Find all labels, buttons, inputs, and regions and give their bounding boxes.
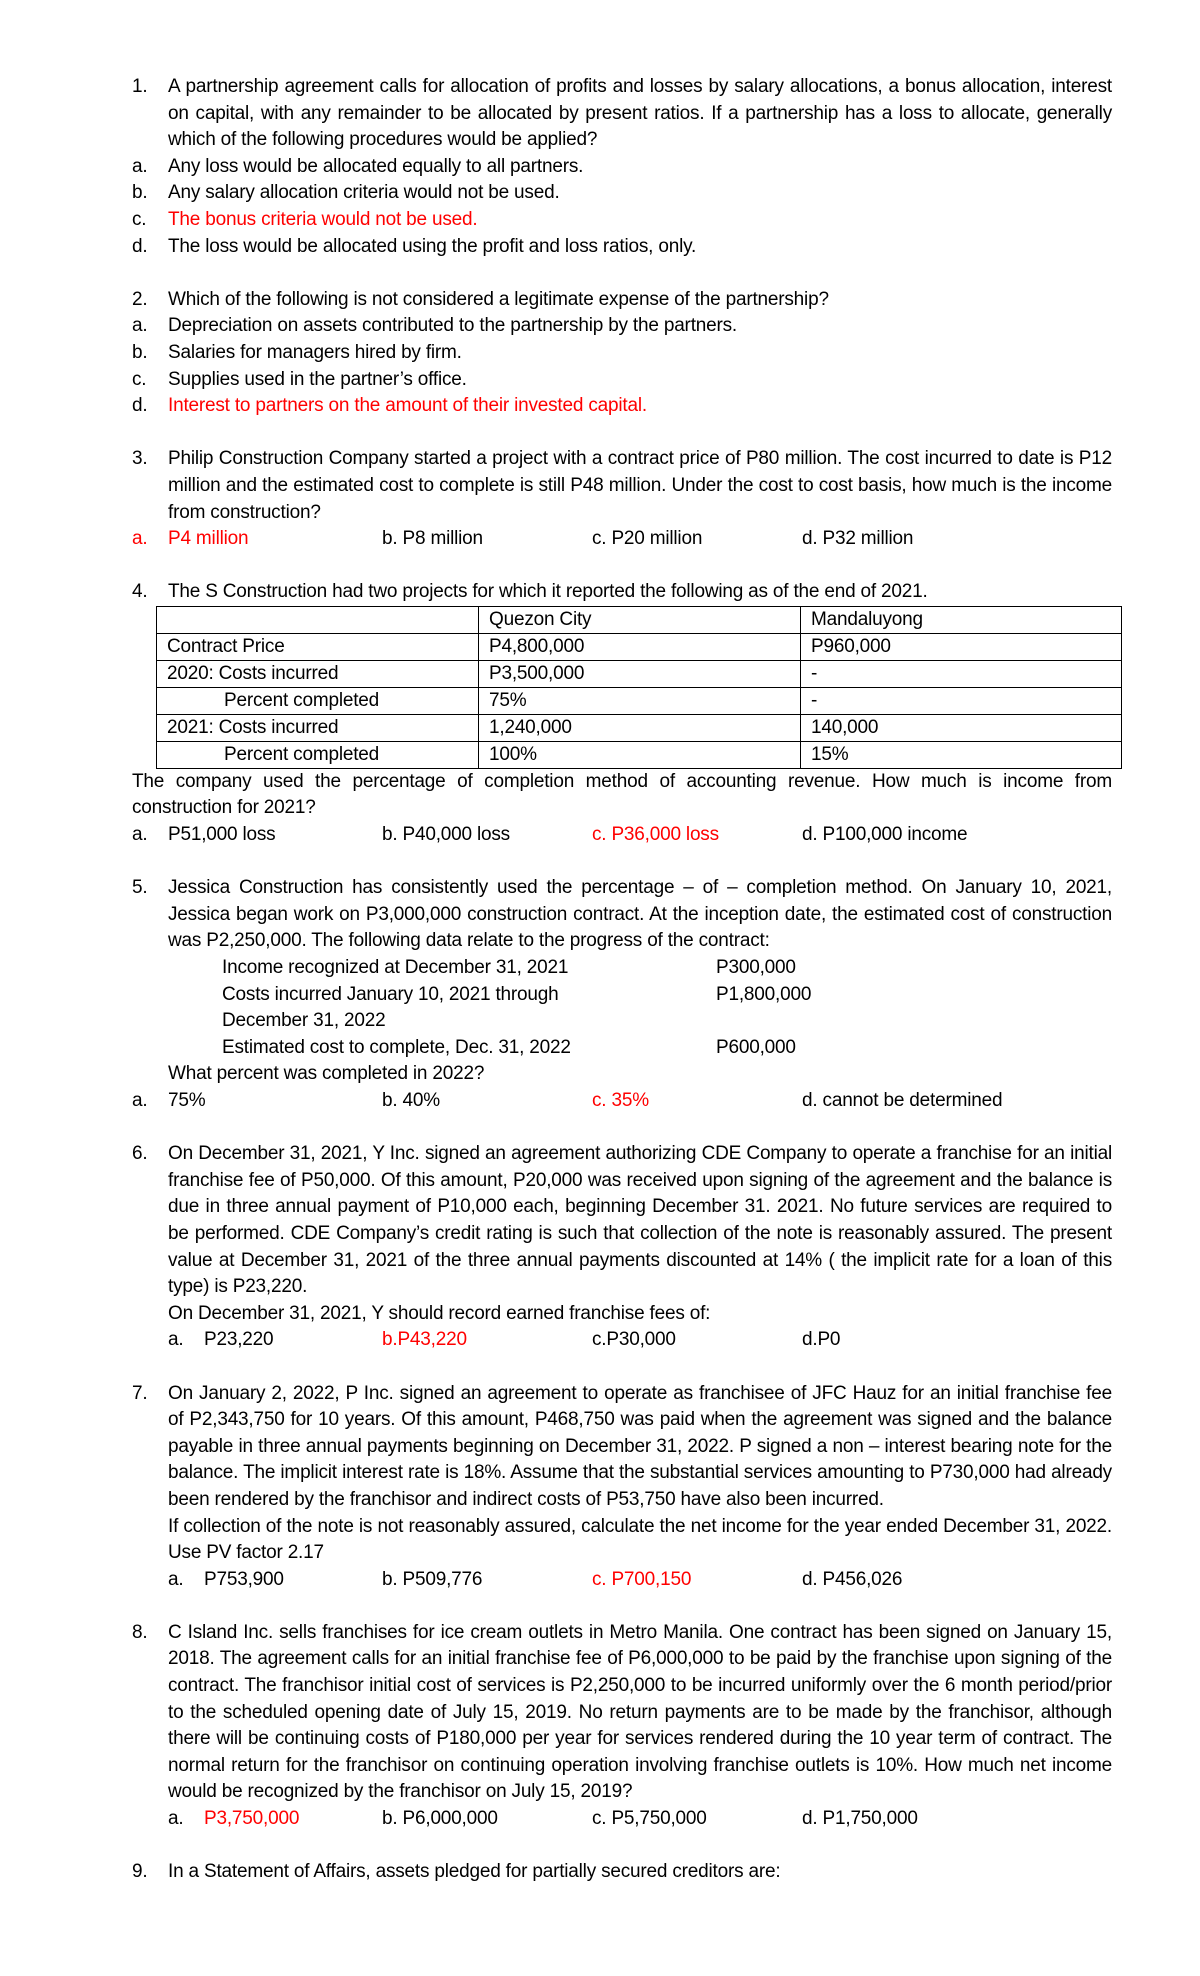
data-value: P1,800,000 bbox=[716, 983, 812, 1005]
option-text: Salaries for managers hired by firm. bbox=[168, 341, 462, 363]
option-b-answer[interactable]: b.P43,220 bbox=[382, 1329, 467, 1351]
data-value: P600,000 bbox=[716, 1036, 796, 1058]
table-cell: 140,000 bbox=[801, 714, 1122, 741]
options-row bbox=[132, 1806, 1112, 1833]
option-a[interactable]: P51,000 loss bbox=[168, 824, 276, 846]
spacer bbox=[132, 1593, 1112, 1620]
option-a[interactable] bbox=[132, 313, 1112, 340]
option-b[interactable]: b. P6,000,000 bbox=[382, 1808, 498, 1830]
question-number: 6. bbox=[132, 1143, 148, 1165]
options-row bbox=[132, 1327, 1112, 1354]
spacer bbox=[132, 1115, 1112, 1142]
option-d[interactable]: d. cannot be determined bbox=[802, 1090, 1003, 1111]
option-d[interactable]: d.P0 bbox=[802, 1329, 841, 1351]
options-row bbox=[132, 1567, 1112, 1594]
table-row bbox=[157, 741, 1122, 768]
option-label: d. bbox=[132, 395, 148, 417]
option-b[interactable]: b. P8 million bbox=[382, 528, 483, 550]
table-cell: 2021: Costs incurred bbox=[157, 714, 479, 741]
option-d[interactable]: d. P32 million bbox=[802, 528, 914, 550]
option-a-answer[interactable]: P3,750,000 bbox=[204, 1808, 300, 1830]
table-cell: P3,500,000 bbox=[479, 660, 801, 687]
spacer bbox=[132, 1833, 1112, 1860]
question-number: 2. bbox=[132, 288, 148, 310]
table-cell: - bbox=[801, 660, 1122, 687]
option-d[interactable]: d. P1,750,000 bbox=[802, 1808, 918, 1830]
option-a-label[interactable]: a. bbox=[132, 824, 148, 846]
option-b[interactable]: b. 40% bbox=[382, 1090, 440, 1111]
option-a-label[interactable]: a. bbox=[132, 1090, 148, 1111]
option-c-answer[interactable]: c. 35% bbox=[592, 1090, 649, 1111]
option-c-answer[interactable]: c. P700,150 bbox=[592, 1568, 692, 1590]
option-label: b. bbox=[132, 182, 148, 204]
options-row bbox=[132, 526, 1112, 553]
question-prompt: On December 31, 2021, Y should record earned franchise fees of: bbox=[168, 1302, 711, 1324]
option-label: c. bbox=[132, 208, 147, 230]
option-a-label[interactable]: a. bbox=[132, 528, 148, 550]
option-d-answer[interactable] bbox=[132, 393, 1112, 420]
option-a[interactable] bbox=[132, 154, 1112, 181]
option-c[interactable]: c. P20 million bbox=[592, 528, 703, 550]
question-6 bbox=[132, 1141, 1112, 1354]
question-prompt: If collection of the note is not reasonably assured, calculate the net income for the year ended December 31, 2022. Use PV factor 2.17 bbox=[168, 1515, 1112, 1564]
table-row bbox=[157, 687, 1122, 714]
option-a-label[interactable]: a. bbox=[168, 1808, 184, 1830]
table-header-row bbox=[157, 606, 1122, 633]
option-a-label[interactable]: a. bbox=[168, 1329, 184, 1351]
option-a[interactable]: P753,900 bbox=[204, 1568, 284, 1590]
option-text: The loss would be allocated using the profit and loss ratios, only. bbox=[168, 235, 697, 257]
question-prompt: What percent was completed in 2022? bbox=[168, 1063, 485, 1085]
spacer bbox=[132, 553, 1112, 580]
data-value: P300,000 bbox=[716, 957, 796, 979]
table-cell: P960,000 bbox=[801, 633, 1122, 660]
option-label: a. bbox=[132, 315, 148, 337]
data-label: Income recognized at December 31, 2021 bbox=[222, 957, 569, 979]
option-text: Depreciation on assets contributed to the partnership by the partners. bbox=[168, 315, 738, 337]
options-row bbox=[132, 822, 1112, 849]
table-cell: 100% bbox=[479, 741, 801, 768]
question-number: 3. bbox=[132, 448, 148, 470]
spacer bbox=[132, 1354, 1112, 1381]
table-cell: P4,800,000 bbox=[479, 633, 801, 660]
table-header-cell: Mandaluyong bbox=[801, 606, 1122, 633]
option-label: d. bbox=[132, 235, 148, 257]
table-header-cell: Quezon City bbox=[479, 606, 801, 633]
table-cell: Contract Price bbox=[157, 633, 479, 660]
option-d[interactable] bbox=[132, 234, 1112, 261]
data-label: Costs incurred January 10, 2021 through bbox=[222, 983, 559, 1005]
table-cell: 15% bbox=[801, 741, 1122, 768]
spacer bbox=[132, 420, 1112, 447]
question-7 bbox=[132, 1381, 1112, 1594]
table-cell: - bbox=[801, 687, 1122, 714]
question-4 bbox=[132, 579, 1112, 848]
option-text: Interest to partners on the amount of their invested capital. bbox=[168, 395, 647, 417]
question-number: 4. bbox=[132, 581, 148, 603]
question-number: 7. bbox=[132, 1382, 148, 1404]
question-followup: The company used the percentage of completion method of accounting revenue. How much is income from construction for 2021? bbox=[132, 770, 1112, 819]
option-c[interactable]: c.P30,000 bbox=[592, 1329, 676, 1351]
option-c[interactable]: c. P5,750,000 bbox=[592, 1808, 707, 1830]
option-b[interactable]: b. P509,776 bbox=[382, 1568, 483, 1590]
option-c-answer[interactable]: c. P36,000 loss bbox=[592, 824, 719, 846]
data-label: Estimated cost to complete, Dec. 31, 2022 bbox=[222, 1036, 571, 1058]
question-1 bbox=[132, 74, 1112, 260]
question-5 bbox=[132, 875, 1112, 1114]
option-b[interactable] bbox=[132, 180, 1112, 207]
table-row bbox=[157, 633, 1122, 660]
table-cell: Percent completed bbox=[157, 741, 479, 768]
question-text: On December 31, 2021, Y Inc. signed an agreement authorizing CDE Company to operate a franchise for an initial franchise fee of P50,000. Of this amount, P20,000 was received upon signing of the agreement and the balance is due in three annual payment of P10,000 each, beginning December 31. 2021. No future services are required to be performed. CDE Company’s credit rating is such that collection of the note is reasonably assured. The present value at December 31, 2021 of the three annual payments discounted at 14% ( the implicit rate for a loan of this type) is P23,220. bbox=[168, 1143, 1112, 1298]
question-number: 1. bbox=[132, 76, 148, 97]
option-a[interactable]: P23,220 bbox=[204, 1329, 274, 1351]
data-label: December 31, 2022 bbox=[222, 1010, 386, 1032]
question-9 bbox=[132, 1859, 1112, 1886]
projects-table bbox=[156, 606, 1122, 769]
question-number: 8. bbox=[132, 1621, 148, 1643]
option-text: Supplies used in the partner’s office. bbox=[168, 368, 467, 390]
option-label: a. bbox=[132, 155, 148, 177]
question-number: 5. bbox=[132, 877, 148, 899]
question-text: On January 2, 2022, P Inc. signed an agreement to operate as franchisee of JFC Hauz for an initial franchise fee of P2,343,750 for 10 years. Of this amount, P468,750 was paid when the agreement was signed and the balance payable in three annual payments beginning on December 31, 2022. P signed a non – interest bearing note for the balance. The implicit interest rate is 18%. Assume that the substantial services amounting to P730,000 had already been rendered by the franchisor and indirect costs of P53,750 have also been incurred. bbox=[168, 1382, 1112, 1510]
table-cell: Percent completed bbox=[157, 687, 479, 714]
question-2 bbox=[132, 287, 1112, 420]
table-row bbox=[157, 714, 1122, 741]
option-label: b. bbox=[132, 341, 148, 363]
question-text: Jessica Construction has consistently used the percentage – of – completion method. On January 10, 2021, Jessica began work on P3,000,000 construction contract. At the inception date, the estimated cost of construction was P2,250,000. The following data relate to the progress of the contract: bbox=[168, 877, 1112, 952]
question-text: In a Statement of Affairs, assets pledged for partially secured creditors are: bbox=[168, 1861, 781, 1883]
option-c[interactable] bbox=[132, 367, 1112, 394]
option-a-answer[interactable]: P4 million bbox=[168, 528, 249, 550]
option-c-answer[interactable] bbox=[132, 207, 1112, 234]
document-page bbox=[132, 74, 1112, 1886]
option-label: c. bbox=[132, 368, 147, 390]
table-cell: 75% bbox=[479, 687, 801, 714]
option-b[interactable]: b. P40,000 loss bbox=[382, 824, 510, 846]
options-row bbox=[132, 1088, 1112, 1115]
option-a-label[interactable]: a. bbox=[168, 1568, 184, 1590]
question-text: A partnership agreement calls for allocation of profits and losses by salary allocations, a bonus allocation, interest on capital, with any remainder to be allocated by present ratios. If a partnership has a loss to allocate, generally which of the following procedures would be applied? bbox=[168, 76, 1112, 151]
option-b[interactable] bbox=[132, 340, 1112, 367]
data-row bbox=[132, 955, 1112, 982]
option-d[interactable]: d. P100,000 income bbox=[802, 824, 968, 846]
data-row bbox=[132, 982, 1112, 1009]
question-text: The S Construction had two projects for which it reported the following as of the end of 2021. bbox=[168, 581, 928, 603]
question-text: Which of the following is not considered a legitimate expense of the partnership? bbox=[168, 288, 829, 310]
question-3 bbox=[132, 446, 1112, 552]
option-text: Any loss would be allocated equally to all partners. bbox=[168, 155, 584, 177]
option-text: The bonus criteria would not be used. bbox=[168, 208, 478, 230]
spacer bbox=[132, 260, 1112, 287]
table-header-cell bbox=[157, 606, 479, 633]
table-row bbox=[157, 660, 1122, 687]
question-text: C Island Inc. sells franchises for ice cream outlets in Metro Manila. One contract has been signed on January 15, 2018. The agreement calls for an initial franchise fee of P6,000,000 to be paid by the franchise upon signing of the contract. The franchisor initial cost of services is P2,250,000 to be incurred uniformly over the 6 month period/prior to the scheduled opening date of July 15, 2019. No return payments are to be made by the franchisor, although there will be continuing costs of P180,000 per year for services rendered during the 10 year term of contract. The normal return for the franchisor on continuing operation involving franchise outlets is 10%. How much net income would be recognized by the franchisor on July 15, 2019? bbox=[168, 1621, 1112, 1803]
option-a[interactable]: 75% bbox=[168, 1090, 206, 1111]
option-d[interactable]: d. P456,026 bbox=[802, 1568, 903, 1590]
data-row bbox=[132, 1008, 1112, 1035]
question-8 bbox=[132, 1620, 1112, 1833]
table-cell: 2020: Costs incurred bbox=[157, 660, 479, 687]
spacer bbox=[132, 849, 1112, 876]
option-text: Any salary allocation criteria would not be used. bbox=[168, 182, 560, 204]
question-text: Philip Construction Company started a project with a contract price of P80 million. The cost incurred to date is P12 million and the estimated cost to complete is still P48 million. Under the cost to cost basis, how much is the income from construction? bbox=[168, 448, 1112, 523]
data-row bbox=[132, 1035, 1112, 1062]
question-number: 9. bbox=[132, 1861, 148, 1883]
table-cell: 1,240,000 bbox=[479, 714, 801, 741]
